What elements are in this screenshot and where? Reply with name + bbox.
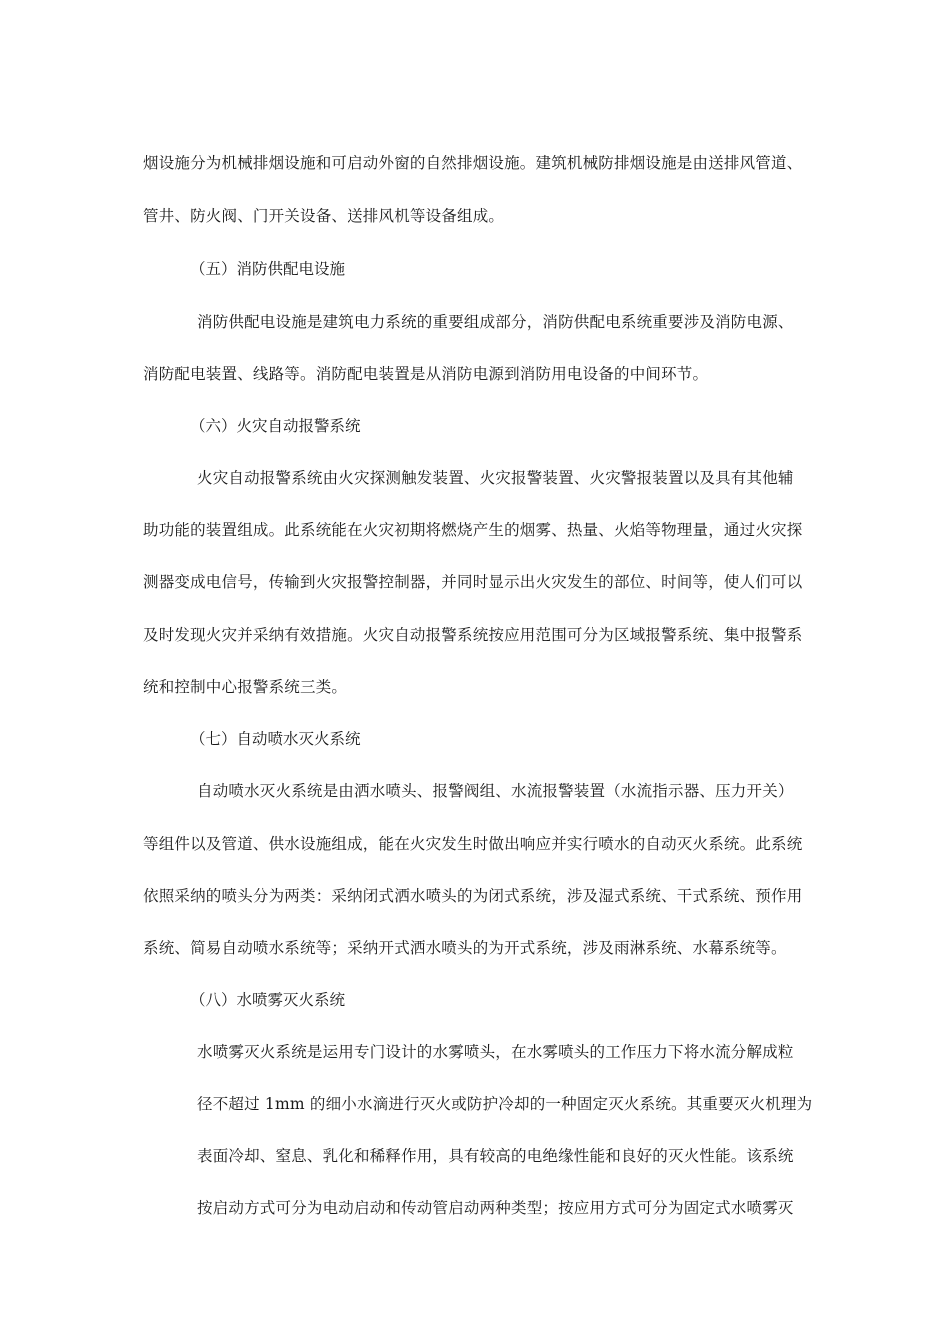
paragraph-line: 依照采纳的喷头分为两类：采纳闭式洒水喷头的为闭式系统，涉及湿式系统、干式系统、预作用: [143, 887, 803, 905]
paragraph-line: 及时发现火灾并采纳有效措施。火灾自动报警系统按应用范围可分为区域报警系统、集中报警系: [143, 626, 803, 644]
section-heading-8: （八）水喷雾灭火系统: [190, 991, 346, 1009]
paragraph-line: 水喷雾灭火系统是运用专门设计的水雾喷头，在水雾喷头的工作压力下将水流分解成粒: [197, 1043, 794, 1061]
paragraph-line: 自动喷水灭火系统是由洒水喷头、报警阀组、水流报警装置（水流指示器、压力开关）: [197, 782, 794, 800]
paragraph-line: 火灾自动报警系统由火灾探测触发装置、火灾报警装置、火灾警报装置以及具有其他辅: [197, 469, 794, 487]
paragraph-line: 系统、简易自动喷水系统等；采纳开式洒水喷头的为开式系统，涉及雨淋系统、水幕系统等。: [143, 939, 787, 957]
paragraph-line: 消防配电装置、线路等。消防配电装置是从消防电源到消防用电设备的中间环节。: [143, 365, 709, 383]
paragraph-line: 统和控制中心报警系统三类。: [143, 678, 348, 696]
paragraph-line: 消防供配电设施是建筑电力系统的重要组成部分，消防供配电系统重要涉及消防电源、: [197, 313, 794, 331]
paragraph-line: 径不超过 1mm 的细小水滴进行灭火或防护冷却的一种固定灭火系统。其重要灭火机理为: [197, 1095, 813, 1113]
paragraph-line: 表面冷却、窒息、乳化和稀释作用，具有较高的电绝缘性能和良好的灭火性能。该系统: [197, 1147, 794, 1165]
paragraph-line: 助功能的装置组成。此系统能在火灾初期将燃烧产生的烟雾、热量、火焰等物理量，通过火灾探: [143, 521, 803, 539]
paragraph-line: 测器变成电信号，传输到火灾报警控制器，并同时显示出火灾发生的部位、时间等，使人们可以: [143, 573, 803, 591]
paragraph-line: 管井、防火阀、门开关设备、送排风机等设备组成。: [143, 207, 505, 225]
section-heading-6: （六）火灾自动报警系统: [190, 417, 361, 435]
paragraph-line: 烟设施分为机械排烟设施和可启动外窗的自然排烟设施。建筑机械防排烟设施是由送排风管道、: [143, 154, 803, 172]
section-heading-5: （五）消防供配电设施: [190, 260, 346, 278]
paragraph-line: 按启动方式可分为电动启动和传动管启动两种类型；按应用方式可分为固定式水喷雾灭: [197, 1199, 794, 1217]
section-heading-7: （七）自动喷水灭火系统: [190, 730, 361, 748]
paragraph-line: 等组件以及管道、供水设施组成，能在火灾发生时做出响应并实行喷水的自动灭火系统。此系统: [143, 835, 803, 853]
